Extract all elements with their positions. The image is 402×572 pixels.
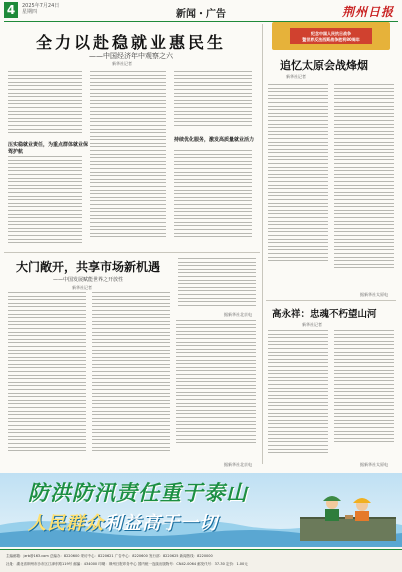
lead-text-col2: [90, 71, 166, 247]
feature-headline: 追忆太原会战烽烟: [280, 59, 368, 72]
masthead: [0, 0, 402, 22]
hero-text-col1: [268, 330, 328, 464]
right-divider: [266, 300, 396, 301]
lead-text-col3b: [174, 150, 252, 246]
section-title: 新闻・广告: [176, 9, 226, 20]
footer-contacts: 主编邮箱：jzrb@163.com 总编办：8220600 采访中心：8220621 广告中心：8220600 发行部：8220625 新闻热线：8220000: [6, 554, 213, 558]
openness-text-col2: [92, 292, 170, 464]
column-divider: [262, 24, 263, 464]
banner-slogan-2b: 利益高于一切: [104, 513, 218, 534]
flood-control-banner: [0, 473, 402, 547]
banner-slogan-2a: 人民群众: [28, 513, 104, 534]
hero-byline: 新华社记者: [302, 322, 322, 327]
footer-publisher: 社址：湖北省荆州市沙市区江津东路119号 邮编：434000 印刷：荆州日报印务中心 国内统一连续出版物号：CN42-0064 邮发代号：37-30 定价：1.00元: [6, 562, 248, 566]
hero-headline: 高永祥：忠魂不朽望山河: [272, 309, 377, 320]
lead-headline: 全力以赴稳就业惠民生: [35, 33, 226, 52]
page-number: 4: [4, 2, 18, 18]
lead-byline: 新华社记者: [112, 61, 132, 66]
lead-text-col3c: [178, 258, 256, 310]
openness-source: 据新华社北京电: [224, 462, 252, 467]
lead-subhead-1: 压实稳就业责任，为重点群体就业保驾护航: [8, 142, 89, 155]
feature-text-col2: [334, 84, 394, 284]
badge-line-1: 纪念中国人民抗日战争: [311, 31, 351, 36]
badge-inner: [290, 28, 372, 44]
openness-text-col1: [8, 292, 86, 464]
feature-byline: 新华社记者: [286, 74, 306, 79]
hero-text-col2: [334, 330, 394, 454]
newspaper-logo: 荆州日报: [341, 5, 394, 19]
weekday-text: 星期四: [22, 9, 38, 15]
feature-text-col1: [268, 84, 328, 272]
openness-byline: 新华社记者: [72, 285, 92, 290]
anniversary-badge: [272, 22, 390, 50]
date-text: 2025年7月24日: [22, 3, 60, 9]
feature-source: 据新华社太原电: [360, 292, 388, 297]
lead-subtitle: ——中国经济年中观察之六: [89, 52, 173, 60]
lead-subhead-2: 持续优化服务，激发高质量就业活力: [174, 137, 255, 143]
lead-text-col1b: [8, 156, 82, 248]
issue-date: [22, 3, 59, 15]
hero-source: 据新华社太原电: [360, 462, 388, 467]
lead-source: 据新华社北京电: [224, 312, 252, 317]
lead-text-col1a: [8, 71, 82, 139]
openness-headline: 大门敞开，共享市场新机遇: [15, 260, 160, 274]
lead-text-col3a: [174, 71, 252, 133]
section-divider: [4, 252, 260, 253]
banner-slogan-1: 防洪防汛责任重于泰山: [28, 481, 248, 505]
openness-text-col3: [176, 320, 256, 456]
page-footer: [0, 549, 402, 572]
openness-subtitle: ——中国发展赋能世界之开放性: [52, 277, 123, 283]
badge-line-2: 暨世界反法西斯战争胜利80周年: [302, 37, 360, 42]
banner-slogan-2: [28, 509, 218, 535]
